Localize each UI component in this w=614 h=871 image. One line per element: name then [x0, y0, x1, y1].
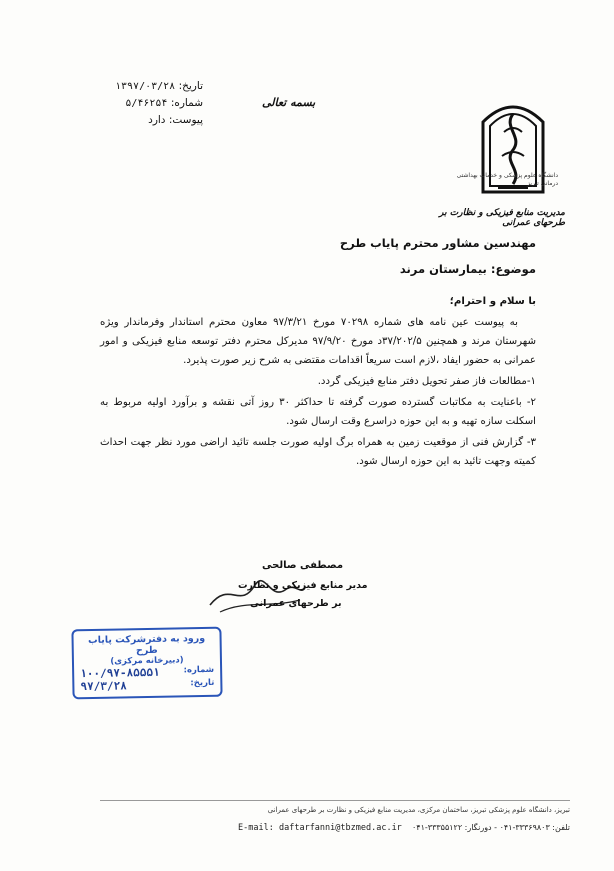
stamp-number-label: شماره: [183, 664, 215, 676]
footer-contact [118, 823, 570, 833]
stamp-number-value: ۱۰۰/۹۷-۸۵۵۵۱ [80, 665, 160, 681]
body-paragraph: به پیوست عین نامه های شماره ۷۰۲۹۸ مورخ ۹۷/۳/۲۱ معاون محترم استاندار وفرماندار ویژه شهرستان مرند و همچنین ۳۷/۲۰۲/۵د مورخ ۹۷/۹/۲۰ مدیرکل محترم دفتر توسعه منابع فیزیکی و امور عمرانی به حضور ایفاد ،لازم است سریعاً اقدامات مقتضی به شرح زیر صورت پذیرد. [100, 317, 536, 366]
footer-phone: تلفن: ۳۳۳۶۹۸۰۳-۰۴۱ - دورنگار: ۳۳۳۵۵۱۲۲-۰۴۱ [411, 823, 570, 832]
signer-title-line1: مدیر منابع فیزیکی و نظارت [238, 580, 368, 591]
stamp-date-value: ۹۷/۳/۲۸ [80, 679, 127, 694]
salutation: با سلام و احترام؛ [449, 296, 536, 307]
number-value: ۵/۴۶۲۵۴ [125, 98, 168, 109]
date-row [88, 78, 203, 95]
attachment-value: دارد [148, 114, 166, 126]
footer-address: تبریز، دانشگاه علوم پزشکی تبریز، ساختمان مرکزی، مدیریت منابع فیزیکی و نظارت بر طرحهای عمرانی [267, 806, 570, 814]
body-item-3: ۳- گزارش فنی از موقعیت زمین به همراه برگ اولیه صورت جلسه تائید اراضی مورد نظر جهت احداث کمیته وجهت تائید به این حوزه ارسال شود. [100, 437, 536, 467]
footer-email: E-mail: daftarfanni@tbzmed.ac.ir [238, 823, 402, 833]
stamp-line1: ورود به دفترشرکت پایاب طرح [88, 632, 206, 657]
logo-caption: دانشگاه علوم پزشکی و خدمات بهداشتی درمانی تبریز [456, 172, 558, 187]
letter-meta [88, 78, 203, 128]
date-value: ۱۳۹۷/۰۳/۲۸ [115, 81, 176, 92]
signer-name: مصطفی صالحی [262, 560, 344, 571]
date-label: تاریخ: [178, 80, 203, 92]
number-row [88, 95, 203, 112]
attachment-label: پیوست: [168, 114, 203, 126]
receipt-stamp [71, 627, 222, 700]
department-name: مدیریت منابع فیزیکی و نظارت بر طرحهای عمرانی [439, 208, 565, 228]
stamp-date-label: تاریخ: [190, 677, 215, 689]
subject: موضوع: بیمارستان مرند [399, 262, 536, 276]
body-item-1: ۱-مطالعات فاز صفر تحویل دفتر منابع فیزیکی گردد. [317, 376, 536, 387]
attachment-row [88, 112, 203, 128]
letter-body [100, 292, 536, 471]
number-label: شماره: [170, 97, 203, 109]
footer-divider [100, 800, 570, 801]
body-item-2: ۲- باعنایت به مکاتبات گسترده صورت گرفته تا حداکثر ۳۰ روز آتی نقشه و برآورد اولیه مربوط به اسکلت سازه تهیه و به این حوزه دراسرع وقت ارسال شود. [100, 397, 536, 427]
recipient: مهندسین مشاور محترم پایاب طرح [339, 236, 536, 250]
basmala: بسمه تعالی [262, 96, 316, 109]
stamp-date-row [80, 678, 214, 693]
stamp-line2: (دبیرخانه مرکزی) [110, 655, 184, 667]
signer-title-line2: بر طرحهای عمرانی [250, 598, 342, 609]
